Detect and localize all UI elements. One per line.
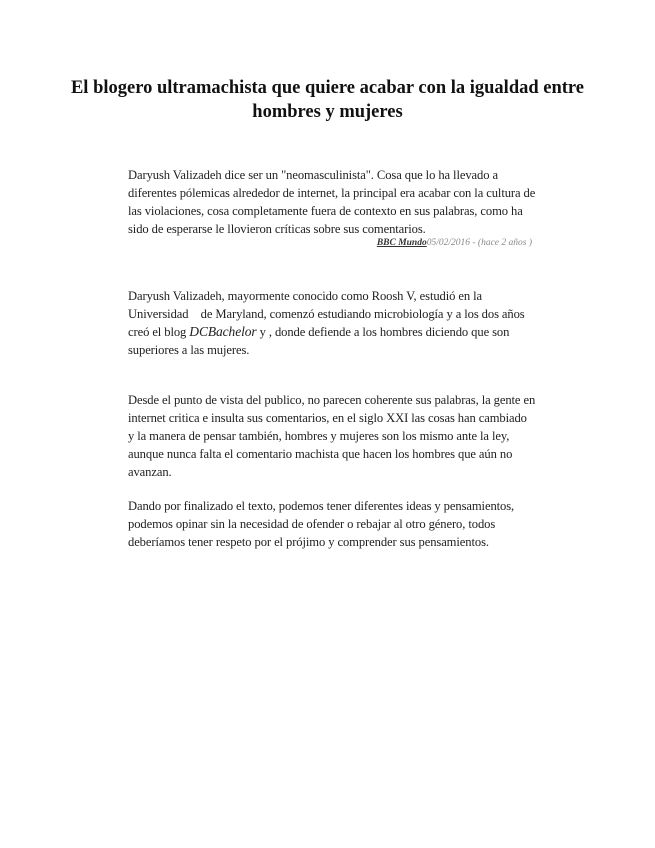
roosh-paragraph-text-end: y , donde defiende a los hombres diciendo que son superiores a las mujeres.	[128, 325, 513, 357]
document-title: El blogero ultramachista que quiere acabar con la igualdad entre hombres y mujeres	[70, 78, 585, 122]
source-date: 05/02/2016 - (hace 2 años )	[426, 238, 532, 248]
source-link[interactable]: BBC Mundo	[376, 238, 427, 248]
roosh-paragraph	[128, 287, 536, 359]
conclusion-paragraph: Dando por finalizado el texto, podemos tener diferentes ideas y pensamientos, podemos opinar sin la necesidad de ofender o rebajar al otro género, todos deberíamos tener respeto por el prójimo y comprender sus pensamientos.	[128, 499, 515, 549]
source-credit	[128, 237, 532, 249]
public-opinion-paragraph: Desde el punto de vista del publico, no parecen coherente sus palabras, la gente en internet critica e insulta sus comentarios, en el siglo XXI las cosas han cambiado y la manera de pensar también, hombres y mujeres son los mismo ante la ley, aunque nunca falta el comentario machista que hacen los hombres que aún no avanzan.	[128, 393, 536, 479]
roosh-paragraph-text-start: Daryush Valizadeh, mayormente conocido como Roosh V, estudió en la Universidad de Maryland, comenzó estudiando microbiología y a los dos años creó el blog	[128, 289, 528, 339]
blog-name: DCBachelor	[189, 324, 257, 339]
intro-paragraph: Daryush Valizadeh dice ser un "neomasculinista". Cosa que lo ha llevado a diferentes pólemicas alrededor de internet, la principal era acabar con la cultura de las violaciones, cosa completamente fuera de contexto en sus palabras, como ha sido de esperarse le llovieron críticas sobre sus comentarios.	[128, 168, 536, 236]
